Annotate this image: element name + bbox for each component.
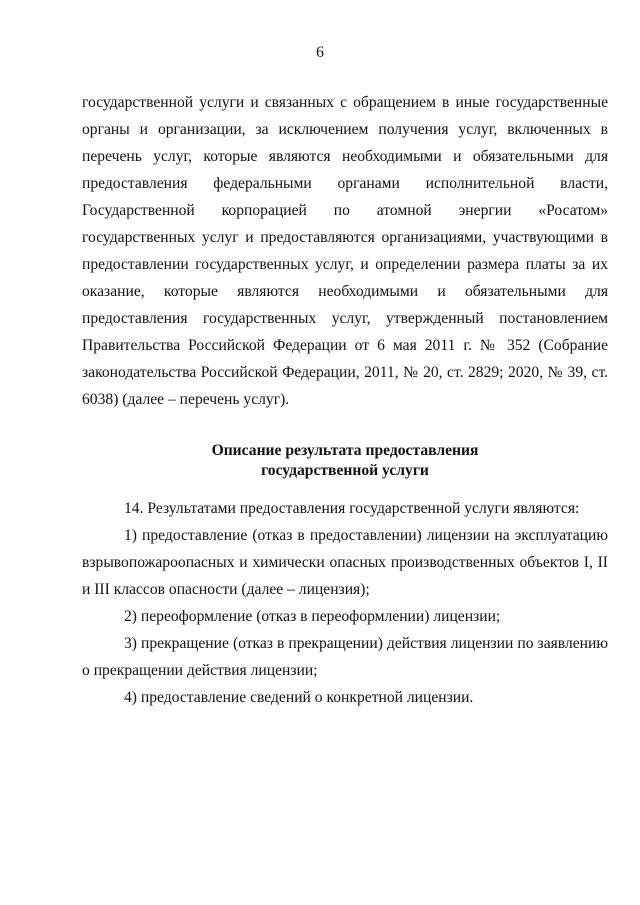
page-number: 6 (316, 44, 324, 61)
result-item-1: 1) предоставление (отказ в предоставлении) лицензии на эксплуатацию взрывопожароопасных и химически опасных производственных объектов I, II и III классов опасности (далее – лицензия); (82, 527, 608, 598)
section-heading (82, 441, 608, 481)
result-item-3: 3) прекращение (отказ в прекращении) действия лицензии по заявлению о прекращении действия лицензии; (82, 635, 608, 679)
section-heading-line-2: государственной услуги (261, 462, 429, 479)
result-item-2: 2) переоформление (отказ в переоформлении) лицензии; (124, 608, 501, 625)
continuation-paragraph: государственной услуги и связанных с обращением в иные государственные органы и организации, за исключением получения услуг, включенных в перечень услуг, которые являются необходимыми и обязательными для предоставления федеральными органами исполнительной власти, Государственной корпорацией по атомной энергии «Росатом» государственных услуг и предоставляются организациями, участвующими в предоставлении государственных услуг, и определении размера платы за их оказание, которые являются необходимыми и обязательными для предоставления государственных услуг, утвержденный постановлением Правительства Российской Федерации от 6 мая 2011 г. № 352 (Собрание законодательства Российской Федерации, 2011, № 20, ст. 2829; 2020, № 39, ст. 6038) (далее – перечень услуг). (82, 94, 608, 408)
page-body (82, 89, 608, 711)
item-14-intro: 14. Результатами предоставления государственной услуги являются: (124, 500, 580, 517)
section-heading-line-1: Описание результата предоставления (211, 442, 479, 459)
result-item-4: 4) предоставление сведений о конкретной лицензии. (124, 689, 474, 706)
